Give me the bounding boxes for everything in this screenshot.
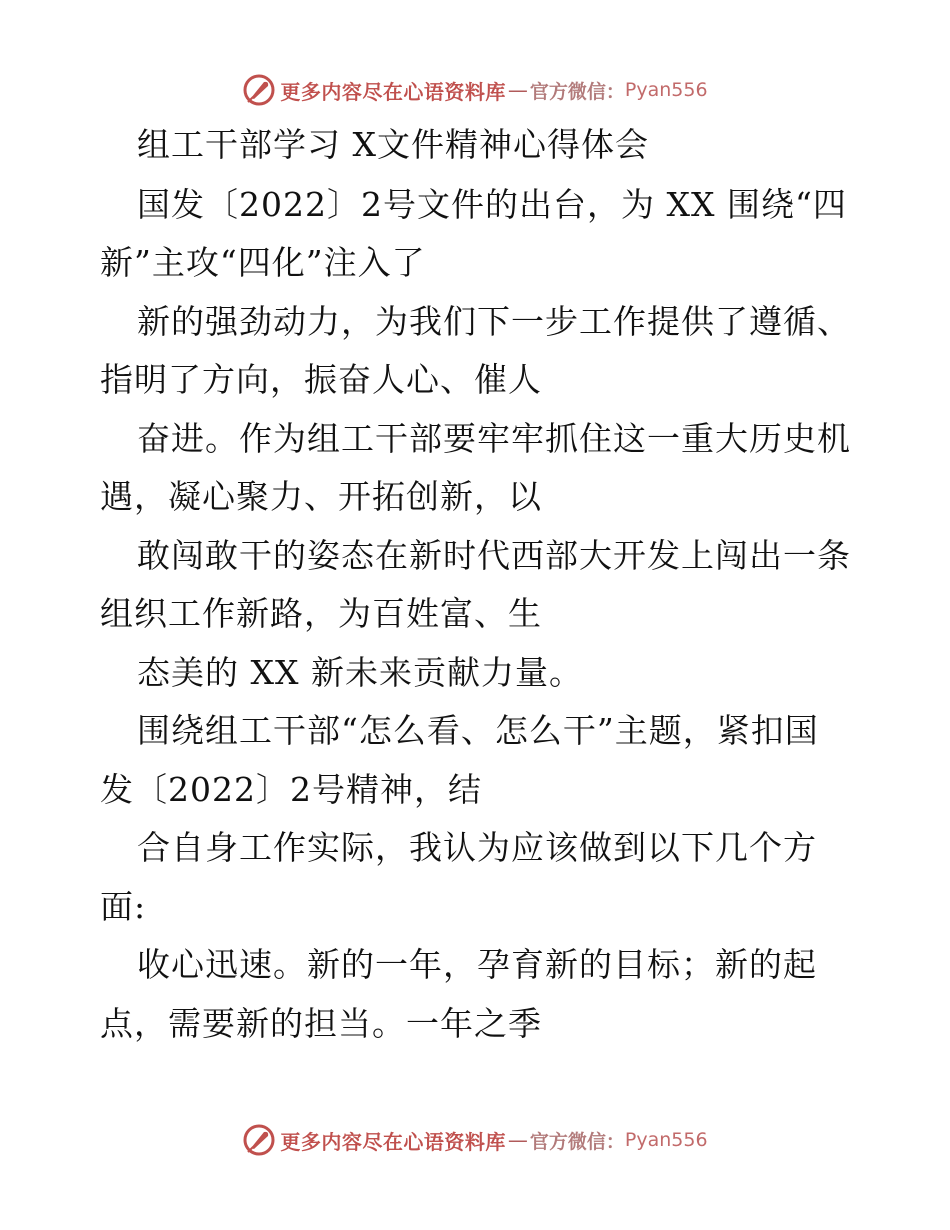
paragraph-line: 发〔2022〕2号精神，结	[100, 770, 482, 809]
paragraph-line: 新”主攻“四化”注入了	[100, 243, 426, 282]
footer-banner	[0, 1120, 950, 1160]
paragraph-line: 合自身工作实际，我认为应该做到以下几个方	[137, 828, 817, 867]
paragraph-line: 新的强劲动力，为我们下一步工作提供了遵循、	[137, 302, 851, 341]
paragraph-line: 态美的 XX 新未来贡献力量。	[137, 653, 583, 692]
document-title: 组工干部学习 X文件精神心得体会	[137, 125, 649, 164]
footer-wechat-label: 官方微信：	[529, 1130, 625, 1153]
paragraph-line: 敢闯敢干的姿态在新时代西部大开发上闯出一条	[137, 536, 851, 575]
header-dash: —	[507, 78, 528, 102]
paragraph-line: 收心迅速。新的一年，孕育新的目标；新的起	[137, 945, 817, 984]
paragraph-line: 遇，凝心聚力、开拓创新，以	[100, 477, 542, 516]
paragraph-line: 围绕组工干部“怎么看、怎么干”主题，紧扣国	[137, 711, 819, 750]
footer-wechat-id: Pyan556	[624, 1129, 708, 1151]
header-wechat-label: 官方微信：	[529, 80, 625, 103]
header-wechat-id: Pyan556	[624, 79, 708, 101]
feather-pen-circle-icon	[242, 73, 276, 107]
feather-pen-circle-icon	[242, 1123, 276, 1157]
paragraph-line: 奋进。作为组工干部要牢牢抓住这一重大历史机	[137, 419, 851, 458]
paragraph-line: 面:	[100, 887, 147, 926]
paragraph-line: 组织工作新路，为百姓富、生	[100, 594, 542, 633]
footer-brand: 更多内容尽在心语资料库	[280, 1129, 506, 1154]
header-brand: 更多内容尽在心语资料库	[280, 79, 506, 104]
paragraph-line: 国发〔2022〕2号文件的出台，为 XX 围绕“四	[137, 185, 847, 224]
paragraph-line: 点，需要新的担当。一年之季	[100, 1004, 542, 1043]
paragraph-line: 指明了方向，振奋人心、催人	[100, 360, 542, 399]
header-banner	[0, 70, 950, 110]
footer-dash: —	[507, 1128, 528, 1152]
